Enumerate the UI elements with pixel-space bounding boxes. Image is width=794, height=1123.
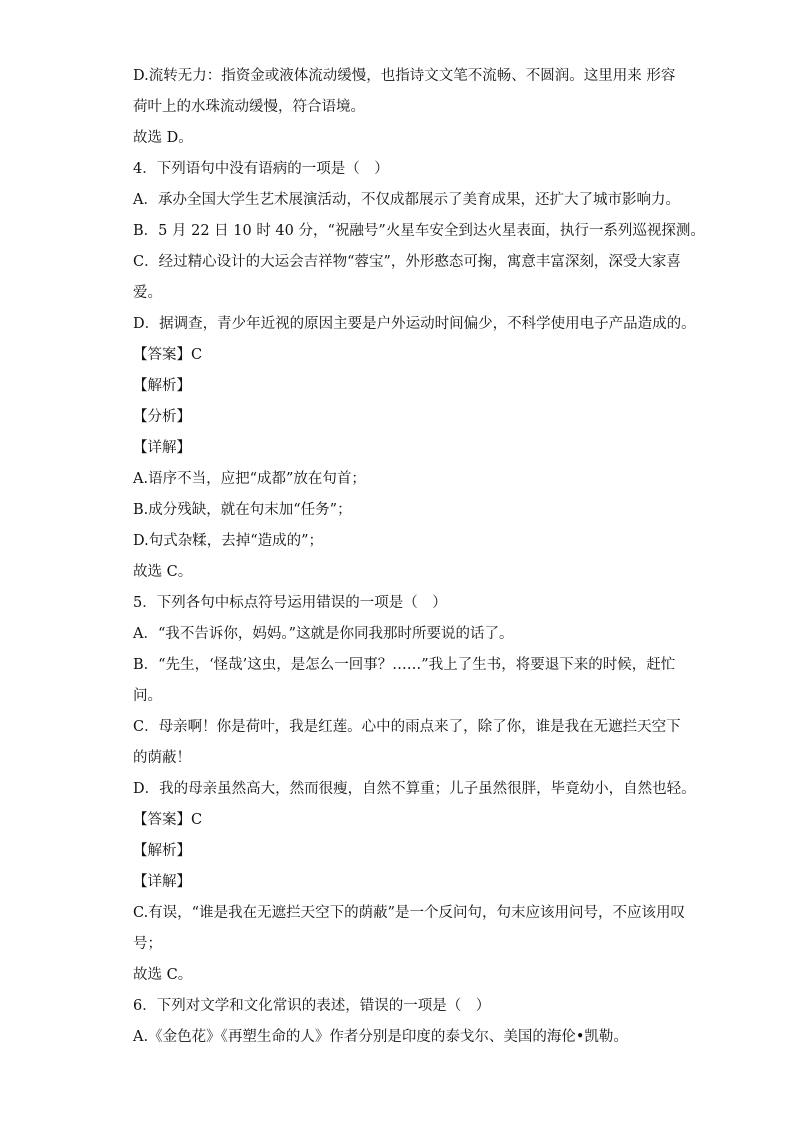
text-line: D.流转无力：指资金或液体流动缓慢，也指诗文文笔不流畅、不圆润。这里用来 形容	[133, 68, 676, 84]
question-4-option-c: C．经过精心设计的大运会吉祥物“蓉宝”，外形憨态可掬，寓意丰富深刻，深受大家喜	[133, 254, 681, 270]
question-6-stem: 6．下列对文学和文化常识的表述，错误的一项是（ ）	[133, 998, 491, 1014]
question-4-option-d: D．据调查，青少年近视的原因主要是户外运动时间偏少，不科学使用电子产品造成的。	[133, 316, 696, 332]
answer-label: 【答案】C	[133, 812, 203, 828]
question-4-option-b: B．5 月 22 日 10 时 40 分，“祝融号”火星车安全到达火星表面，执行一系列巡视探测。	[133, 223, 705, 239]
text-line: 号；	[133, 936, 162, 952]
analysis-label: 【解析】	[133, 843, 191, 859]
question-6-option-a: A.《金色花》《再塑生命的人》作者分别是印度的泰戈尔、美国的海伦•凯勒。	[133, 1029, 628, 1045]
question-5-option-c: C．母亲啊！你是荷叶，我是红莲。心中的雨点来了，除了你，谁是我在无遮拦天空下	[133, 719, 681, 735]
text-line: D.句式杂糅，去掉“造成的”；	[133, 533, 324, 549]
detail-label: 【详解】	[133, 440, 191, 456]
detail-label: 【详解】	[133, 874, 191, 890]
text-line: 故选 D。	[133, 130, 193, 146]
document-body	[133, 61, 705, 1053]
question-5-stem: 5．下列各句中标点符号运用错误的一项是（ ）	[133, 595, 447, 611]
question-5-option-b-cont: 问。	[133, 688, 162, 704]
answer-label: 【答案】C	[133, 347, 203, 363]
question-4-option-a: A．承办全国大学生艺术展演活动，不仅成都展示了美育成果，还扩大了城市影响力。	[133, 192, 680, 208]
text-line: B.成分残缺，就在句末加“任务”；	[133, 502, 352, 518]
text-line: C.有误，“谁是我在无遮拦天空下的荫蔽”是一个反问句，句末应该用问号，不应该用叹	[133, 905, 686, 921]
question-4-stem: 4．下列语句中没有语病的一项是（ ）	[133, 161, 389, 177]
text-line: 荷叶上的水珠流动缓慢，符合语境。	[133, 99, 365, 115]
question-5-option-a: A．“我不告诉你，妈妈。”这就是你同我那时所要说的话了。	[133, 626, 514, 642]
question-5-option-b: B．“先生，‘怪哉’这虫，是怎么一回事？……”我上了生书，将要退下来的时候，赶忙	[133, 657, 676, 673]
text-line: 故选 C。	[133, 564, 193, 580]
question-5-option-d: D．我的母亲虽然高大，然而很瘦，自然不算重；儿子虽然很胖，毕竟幼小，自然也轻。	[133, 781, 696, 797]
question-5-option-c-cont: 的荫蔽！	[133, 750, 191, 766]
analysis-label: 【解析】	[133, 378, 191, 394]
question-4-option-c-cont: 爱。	[133, 285, 162, 301]
text-line: 故选 C。	[133, 967, 193, 983]
text-line: A.语序不当，应把“成都”放在句首；	[133, 471, 366, 487]
breakdown-label: 【分析】	[133, 409, 191, 425]
